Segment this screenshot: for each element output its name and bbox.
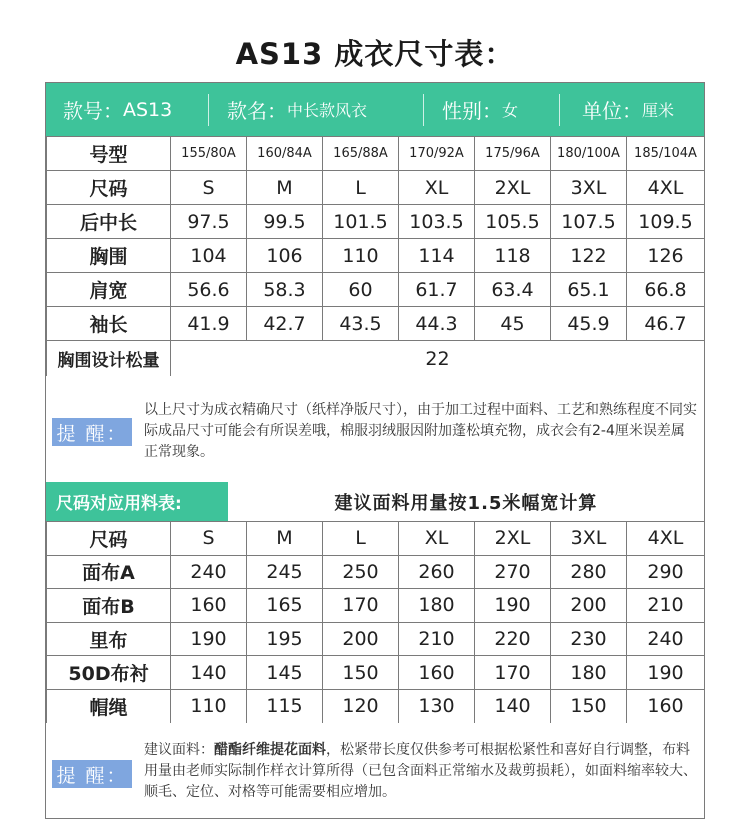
table-cell: 118 (475, 239, 551, 273)
table-cell: 240 (171, 555, 247, 589)
table-cell: 107.5 (551, 205, 627, 239)
style-name-value: 中长款风衣 (287, 101, 368, 120)
table-cell: 105.5 (475, 205, 551, 239)
fabric-prefix: 建议面料： (144, 742, 214, 758)
reminder-badge: 提 醒： (52, 760, 132, 788)
table-cell: 165/88A (323, 137, 399, 171)
table-cell: 130 (399, 689, 475, 723)
table-cell: 165 (247, 589, 323, 623)
row-label: 里布 (47, 622, 171, 656)
style-number-value: AS13 (123, 98, 173, 121)
table-cell: 155/80A (171, 137, 247, 171)
table-cell: 190 (627, 656, 705, 690)
row-label: 50D布衬 (47, 656, 171, 690)
table-row (47, 656, 705, 690)
table-cell: 200 (551, 589, 627, 623)
table-cell: 140 (475, 689, 551, 723)
table-cell: 170 (323, 589, 399, 623)
table-cell: 63.4 (475, 273, 551, 307)
row-label: 帽绳 (47, 689, 171, 723)
table-cell: 210 (627, 589, 705, 623)
material-note (46, 723, 704, 818)
size-note-text: 以上尺寸为成衣精确尺寸（纸样净版尺寸），由于加工过程中面料、工艺和熟练程度不同实际成品尺寸可能会有所误差哦，棉服羽绒服因附加蓬松填充物，成衣会有2-4厘米误差属正常现象。 (144, 402, 697, 460)
table-cell: 230 (551, 622, 627, 656)
style-name-label: 款名： (227, 99, 287, 123)
style-name (209, 83, 423, 136)
table-cell: 4XL (627, 171, 705, 205)
table-cell: 44.3 (399, 307, 475, 341)
table-cell: XL (399, 522, 475, 556)
row-label: 肩宽 (47, 273, 171, 307)
table-cell: 150 (551, 689, 627, 723)
table-cell: 185/104A (627, 137, 705, 171)
table-cell: 97.5 (171, 205, 247, 239)
table-cell: 150 (323, 656, 399, 690)
table-cell: 110 (323, 239, 399, 273)
table-cell: 175/96A (475, 137, 551, 171)
table-cell: 280 (551, 555, 627, 589)
table-cell: 66.8 (627, 273, 705, 307)
table-cell: 104 (171, 239, 247, 273)
table-cell: 106 (247, 239, 323, 273)
row-label: 后中长 (47, 205, 171, 239)
table-row (47, 589, 705, 623)
table-row (47, 273, 705, 307)
table-cell: 60 (323, 273, 399, 307)
unit (560, 83, 703, 136)
table-cell: 210 (399, 622, 475, 656)
material-section-title: 建议面料用量按1.5米幅宽计算 (334, 492, 598, 514)
table-cell: 3XL (551, 522, 627, 556)
table-cell: 101.5 (323, 205, 399, 239)
table-cell: 250 (323, 555, 399, 589)
table-row (47, 205, 705, 239)
table-cell: 220 (475, 622, 551, 656)
unit-label: 单位： (582, 99, 642, 123)
table-cell: 46.7 (627, 307, 705, 341)
size-note (46, 376, 704, 482)
material-note-text (144, 740, 700, 803)
material-section-label: 尺码对应用料表: (46, 482, 228, 521)
table-row (47, 137, 705, 171)
row-label: 尺码 (47, 171, 171, 205)
table-cell: 190 (171, 622, 247, 656)
table-cell: 145 (247, 656, 323, 690)
table-cell: 2XL (475, 522, 551, 556)
table-cell: L (323, 522, 399, 556)
table-cell: 160 (399, 656, 475, 690)
table-cell: 99.5 (247, 205, 323, 239)
table-cell: 61.7 (399, 273, 475, 307)
gender-value: 女 (502, 101, 519, 120)
table-cell: 160 (171, 589, 247, 623)
table-cell: 170/92A (399, 137, 475, 171)
table-cell: 3XL (551, 171, 627, 205)
page-title: AS13 成衣尺寸表： (235, 37, 515, 71)
table-cell: 115 (247, 689, 323, 723)
table-cell: 42.7 (247, 307, 323, 341)
table-cell: M (247, 171, 323, 205)
table-row (47, 689, 705, 723)
style-number-label: 款号： (63, 99, 123, 123)
table-cell: 160/84A (247, 137, 323, 171)
row-label: 面布A (47, 555, 171, 589)
row-label: 胸围 (47, 239, 171, 273)
reminder-badge: 提 醒： (52, 418, 132, 446)
table-cell: 41.9 (171, 307, 247, 341)
table-cell: 270 (475, 555, 551, 589)
material-note-body: ，松紧带长度仅供参考可根据松紧性和喜好自行调整，布料用量由老师实际制作样衣计算所得（已包含面料正常缩水及裁剪损耗），如面料缩率较大、顺毛、定位、对格等可能需要相应增加。 (144, 742, 697, 800)
table-cell: 65.1 (551, 273, 627, 307)
table-cell: 110 (171, 689, 247, 723)
table-cell: S (171, 522, 247, 556)
table-row (47, 307, 705, 341)
table-cell: 122 (551, 239, 627, 273)
table-cell: 45.9 (551, 307, 627, 341)
gender (424, 83, 559, 136)
table-row (47, 555, 705, 589)
row-label: 袖长 (47, 307, 171, 341)
table-cell: 160 (627, 689, 705, 723)
row-label: 尺码 (47, 522, 171, 556)
table-cell: 200 (323, 622, 399, 656)
table-row (47, 239, 705, 273)
table-cell: 190 (475, 589, 551, 623)
table-cell: 260 (399, 555, 475, 589)
table-row (47, 622, 705, 656)
table-cell: XL (399, 171, 475, 205)
table-cell: 4XL (627, 522, 705, 556)
table-cell: 58.3 (247, 273, 323, 307)
table-cell: L (323, 171, 399, 205)
table-cell: S (171, 171, 247, 205)
row-label: 面布B (47, 589, 171, 623)
table-cell: 45 (475, 307, 551, 341)
table-cell: 180/100A (551, 137, 627, 171)
table-cell: 195 (247, 622, 323, 656)
ease-value: 22 (171, 341, 705, 377)
unit-value: 厘米 (642, 101, 675, 120)
table-cell: 56.6 (171, 273, 247, 307)
table-cell: 140 (171, 656, 247, 690)
table-cell: 126 (627, 239, 705, 273)
table-cell: 2XL (475, 171, 551, 205)
table-cell: 180 (551, 656, 627, 690)
size-table (46, 136, 705, 377)
header-bar (46, 83, 704, 136)
table-row (47, 171, 705, 205)
table-cell: 114 (399, 239, 475, 273)
row-label: 号型 (47, 137, 171, 171)
table-cell: 120 (323, 689, 399, 723)
table-cell: 170 (475, 656, 551, 690)
table-cell: 180 (399, 589, 475, 623)
table-cell: 109.5 (627, 205, 705, 239)
gender-label: 性别： (442, 99, 502, 123)
table-cell: 240 (627, 622, 705, 656)
table-cell: 290 (627, 555, 705, 589)
table-cell: 245 (247, 555, 323, 589)
table-row (47, 522, 705, 556)
table-cell: 43.5 (323, 307, 399, 341)
table-cell: M (247, 522, 323, 556)
style-number (46, 83, 208, 136)
table-cell: 103.5 (399, 205, 475, 239)
material-table (46, 521, 705, 724)
row-label: 胸围设计松量 (47, 341, 171, 377)
table-row (47, 341, 705, 377)
fabric-name: 醋酯纤维提花面料 (214, 742, 326, 758)
